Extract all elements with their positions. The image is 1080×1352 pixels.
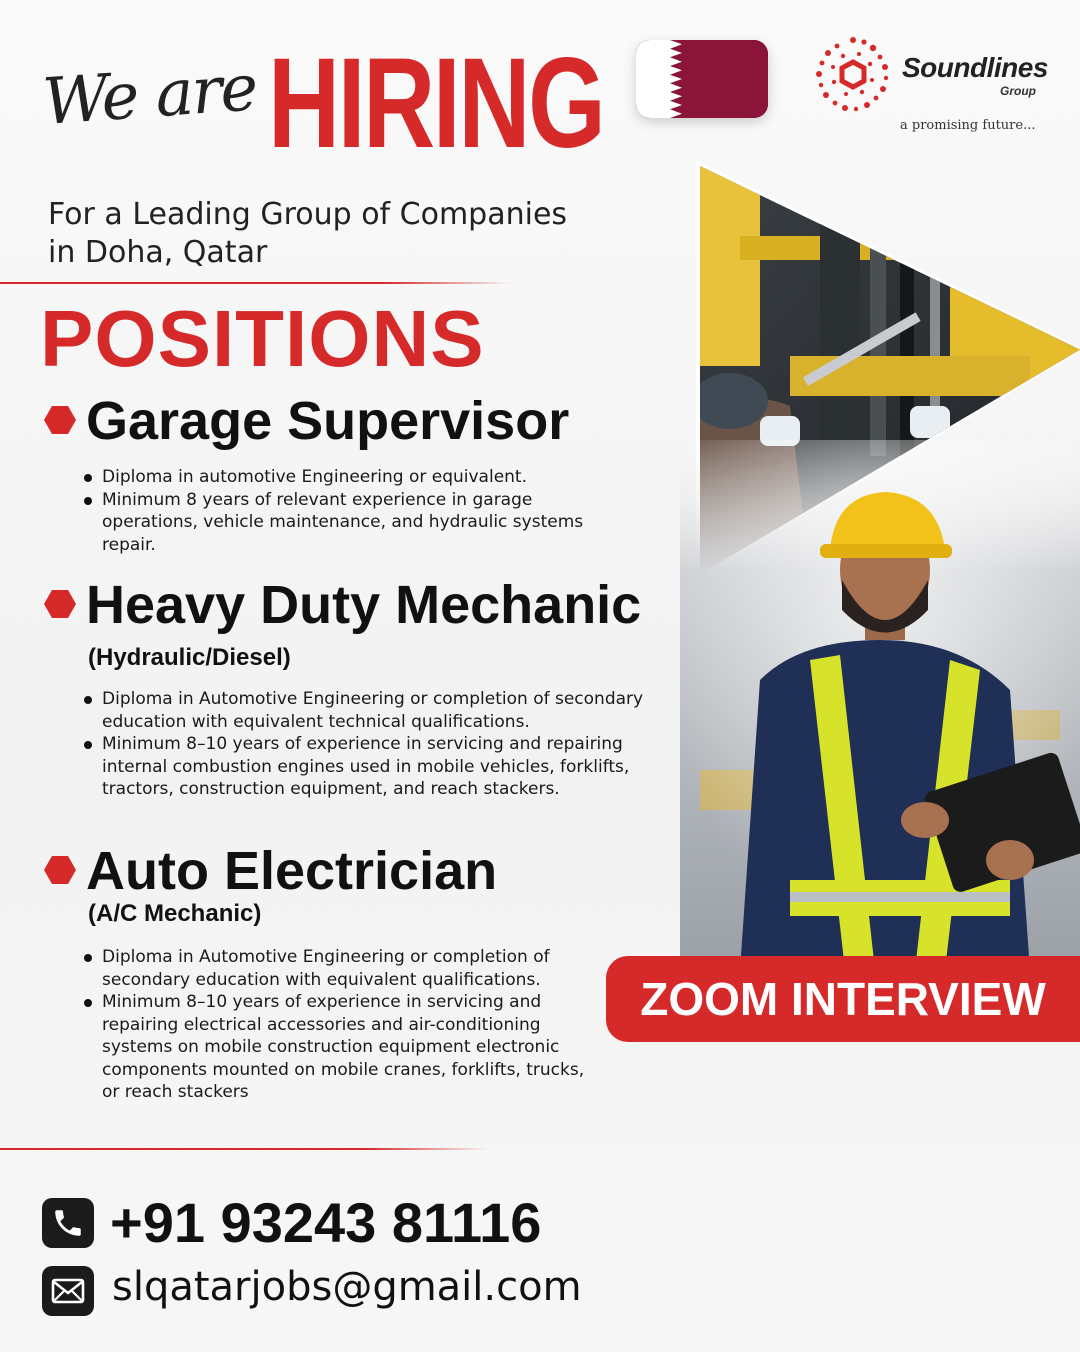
positions-title: POSITIONS: [40, 294, 485, 383]
email-icon-glyph: [51, 1278, 85, 1304]
subtitle: [48, 196, 648, 272]
email-icon: [42, 1266, 94, 1316]
requirement-item: Diploma in Automotive Engineering or completion of secondary education with equivalent qualifications.: [84, 946, 604, 991]
requirement-item: Diploma in automotive Engineering or equivalent.: [84, 466, 604, 489]
requirements-auto-electrician: [84, 946, 604, 1104]
requirement-item: Minimum 8 years of relevant experience in garage operations, vehicle maintenance, and hydraulic systems repair.: [84, 489, 604, 557]
logo-name: Soundlines: [902, 52, 1048, 83]
job-title-heavy-duty-mechanic: Heavy Duty Mechanic: [86, 575, 642, 635]
job-subtitle-heavy-duty-mechanic: (Hydraulic/Diesel): [88, 644, 291, 671]
job-title-garage-supervisor: Garage Supervisor: [86, 391, 570, 451]
bullet-hex-icon: [44, 406, 76, 434]
subtitle-line-2: in Doha, Qatar: [48, 235, 268, 270]
email-address[interactable]: slqatarjobs@gmail.com: [112, 1264, 582, 1310]
mechanic-photo: [680, 440, 1080, 970]
qatar-flag: [636, 40, 768, 118]
requirements-garage-supervisor: [84, 466, 604, 556]
requirement-item: Minimum 8–10 years of experience in servicing and repairing internal combustion engines used in mobile vehicles, forklifts, tractors, construction equipment, and reach stackers.: [84, 733, 684, 801]
divider-top: [0, 282, 512, 284]
soundlines-logo-icon: [812, 34, 894, 116]
hiring-headline: HIRING: [268, 32, 604, 175]
phone-number[interactable]: +91 93243 81116: [110, 1191, 542, 1254]
bullet-hex-icon: [44, 856, 76, 884]
subtitle-line-1: For a Leading Group of Companies: [48, 197, 568, 232]
job-subtitle-auto-electrician: (A/C Mechanic): [88, 900, 262, 927]
qatar-flag-graphic: [636, 40, 768, 118]
requirement-item: Diploma in Automotive Engineering or completion of secondary education with equivalent technical qualifications.: [84, 688, 684, 733]
zoom-interview-banner: ZOOM INTERVIEW: [606, 956, 1080, 1042]
requirements-heavy-duty-mechanic: [84, 688, 684, 801]
logo-tagline: a promising future...: [900, 118, 1036, 133]
bullet-hex-icon: [44, 590, 76, 618]
requirement-item: Minimum 8–10 years of experience in servicing and repairing electrical accessories and air-conditioning systems on mobile construction equipment electronic components mounted on mobile cranes, forklifts, trucks, or reach stackers: [84, 991, 604, 1104]
phone-icon: [42, 1198, 94, 1248]
phone-icon-glyph: [51, 1206, 85, 1240]
logo-sub: Group: [1000, 84, 1036, 98]
job-title-auto-electrician: Auto Electrician: [86, 841, 498, 901]
we-are-script: We are: [40, 51, 259, 140]
divider-bottom: [0, 1148, 488, 1150]
